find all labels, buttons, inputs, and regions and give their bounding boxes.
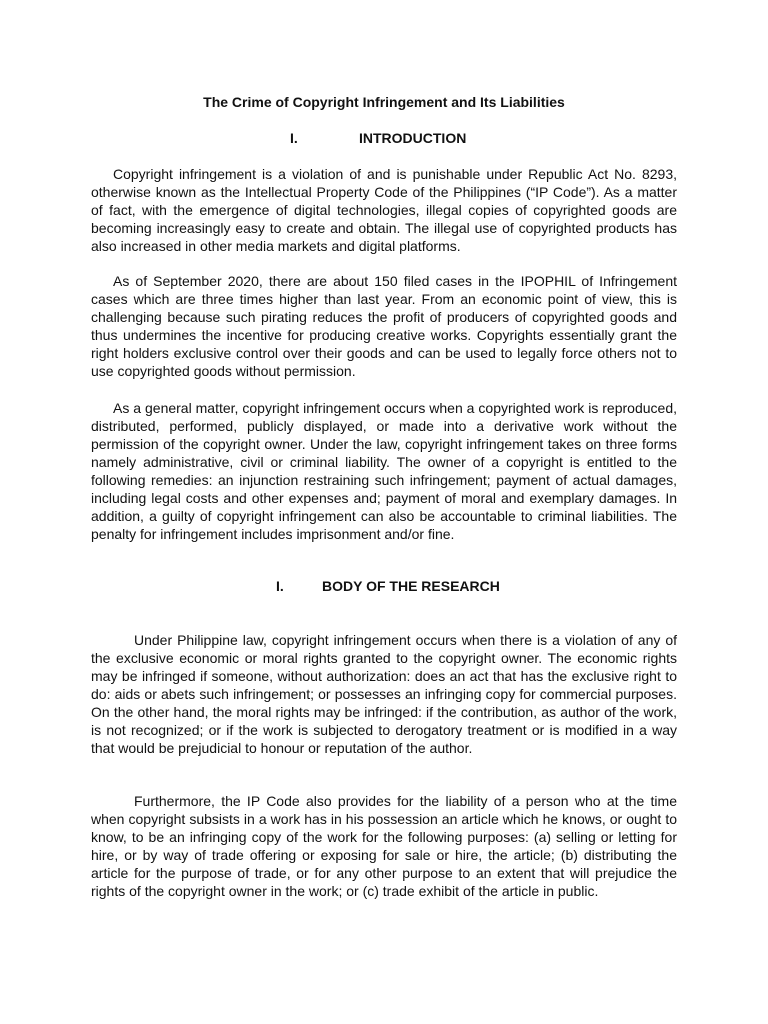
paragraph: Copyright infringement is a violation of and is punishable under Republic Act No. 8293, otherwise known as the Intellectual Property Code of the Philippines (“IP Code”). As a matter of fact, with the emergence of digital technologies, illegal copies of copyrighted goods are becoming increasingly easy to create and obtain. The illegal use of copyrighted products has also increased in other media markets and digital platforms. — [91, 166, 677, 254]
paragraph: Under Philippine law, copyright infringement occurs when there is a violation of any of the exclusive economic or moral rights granted to the copyright owner. The economic rights may be infringed if someone, without authorization: does an act that has the exclusive right to do: aids or abets such infringement; or possesses an infringing copy for commercial purposes. On the other hand, the moral rights may be infringed: if the contribution, as author of the work, is not recognized; or if the work is subjected to derogatory treatment or is modified in a way that would be prejudicial to honour or reputation of the author. — [91, 632, 677, 756]
section-number: I. — [276, 578, 284, 594]
section-title: INTRODUCTION — [359, 130, 467, 146]
section-title: BODY OF THE RESEARCH — [322, 578, 500, 594]
paragraph: As a general matter, copyright infringement occurs when a copyrighted work is reproduced, distributed, performed, publicly displayed, or made into a derivative work without the permission of the copyright owner. Under the law, copyright infringement takes on three forms namely administrative, civil or criminal liability. The owner of a copyright is entitled to the following remedies: an injunction restraining such infringement; payment of actual damages, including legal costs and other expenses and; payment of moral and exemplary damages. In addition, a guilty of copyright infringement can also be accountable to criminal liabilities. The penalty for infringement includes imprisonment and/or fine. — [91, 400, 677, 542]
document-title: The Crime of Copyright Infringement and Its Liabilities — [203, 94, 565, 110]
paragraph: Furthermore, the IP Code also provides for the liability of a person who at the time when copyright subsists in a work has in his possession an article which he knows, or ought to know, to be an infringing copy of the work for the following purposes: (a) selling or letting for hire, or by way of trade offering or exposing for sale or hire, the article; (b) distributing the article for the purpose of trade, or for any other purpose to an extent that will prejudice the rights of the copyright owner in the work; or (c) trade exhibit of the article in public. — [91, 793, 677, 899]
paragraph: As of September 2020, there are about 150 filed cases in the IPOPHIL of Infringement cases which are three times higher than last year. From an economic point of view, this is challenging because such pirating reduces the profit of producers of copyrighted goods and thus undermines the incentive for producing creative works. Copyrights essentially grant the right holders exclusive control over their goods and can be used to legally force others not to use copyrighted goods without permission. — [91, 273, 677, 379]
section-number: I. — [290, 130, 298, 146]
